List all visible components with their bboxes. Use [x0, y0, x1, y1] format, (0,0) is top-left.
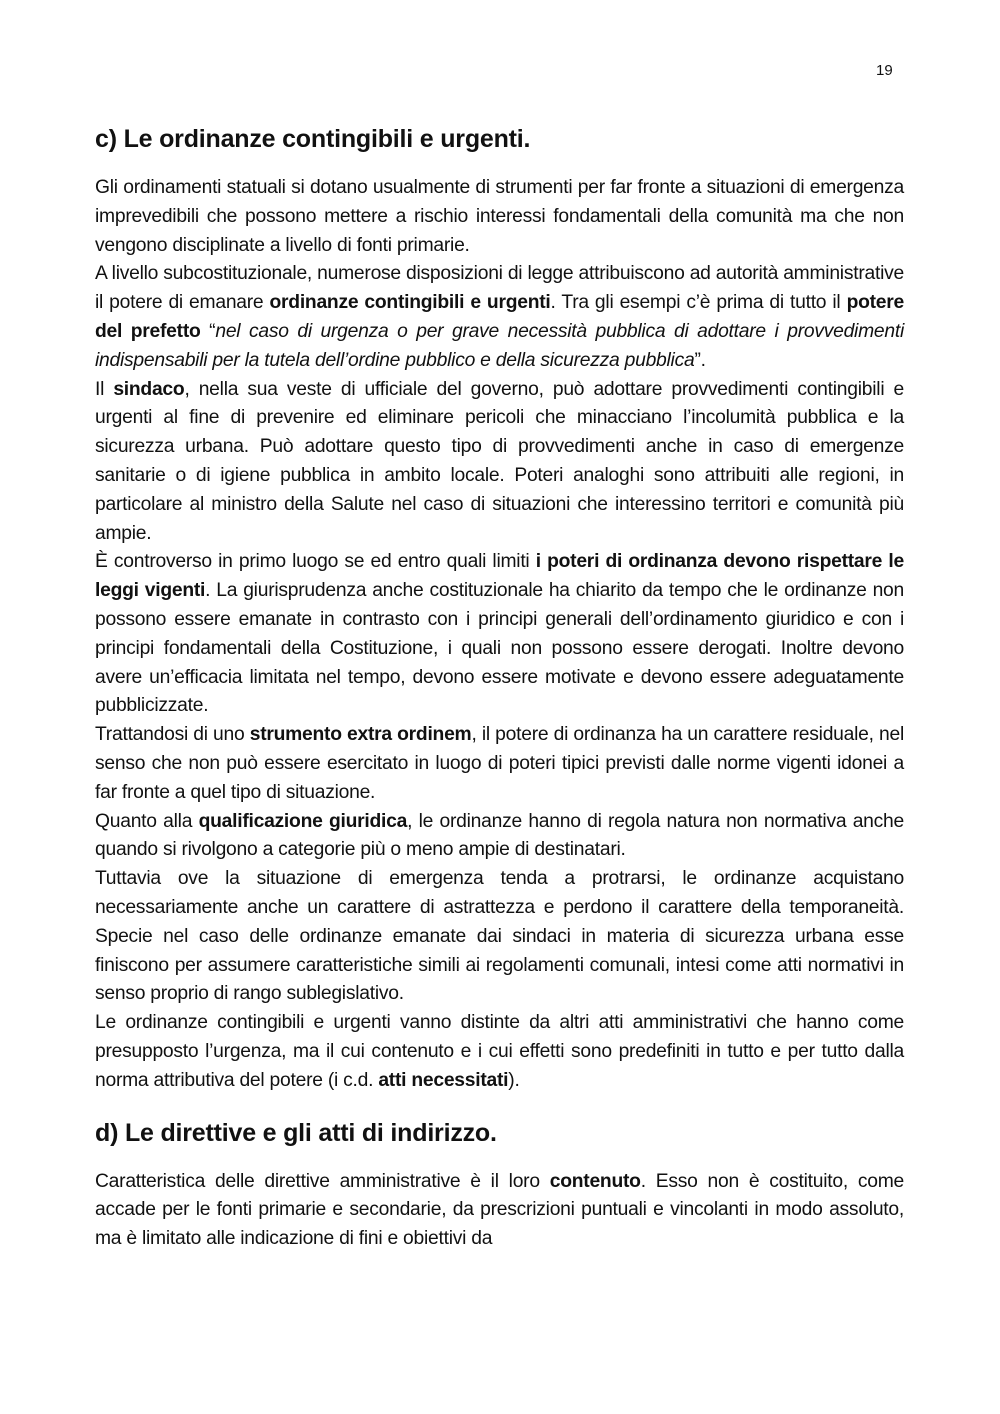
text-run: . Tra gli esempi c’è prima di tutto il — [550, 292, 847, 314]
text-run: , il potere di ordinanza ha un carattere residuale, nel senso che non può essere esercitato in luogo di poteri tipici previsti dalle norme vigenti idonei a far fronte a quel tipo di situazione. — [95, 724, 904, 803]
text-run: , le ordinanze hanno di regola natura non normativa anche quando si rivolgono a categorie più o meno ampie di destinatari. — [95, 810, 904, 861]
section-title-direttive: d) Le direttive e gli atti di indirizzo. — [95, 1118, 497, 1147]
text-run: . La giurisprudenza anche costituzionale ha chiarito da tempo che le ordinanze non possono essere emanate in contrasto con i principi generali dell’ordinamento giuridico e con i principi fondamentali della Costituzione, i quali non possono essere derogati. Inoltre devono avere un’efficacia limitata nel tempo, devono essere motivate e devono essere adeguatamente pubblicizzate. — [95, 580, 904, 717]
section-body-direttive — [95, 1168, 904, 1254]
paragraph — [95, 548, 904, 721]
section-body-ordinanze — [95, 174, 904, 1096]
text-run: ). — [508, 1069, 520, 1091]
text-run: A livello subcostituzionale, numerose disposizioni di legge attribuiscono ad autorità amministrative il potere di emanare — [95, 263, 904, 314]
text-run: Il — [95, 378, 114, 400]
page-number: 19 — [876, 62, 893, 79]
bold-text: potere del prefetto — [95, 292, 904, 342]
text-run: Caratteristica delle direttive amministrative è il loro — [95, 1170, 550, 1192]
bold-text: ordinanze contingibili e urgenti — [269, 292, 551, 314]
text-run: Quanto alla — [95, 810, 199, 832]
document-body — [95, 118, 904, 1254]
text-run: “ — [200, 320, 216, 342]
text-run: È controverso in primo luogo se ed entro quali limiti — [95, 551, 536, 573]
text-run: , nella sua veste di ufficiale del governo, può adottare provvedimenti contingibili e urgenti al fine di prevenire ed eliminare pericoli che minacciano l’incolumità pubblica e la sicurezza urbana. Può adottare questo tipo di provvedimenti anche in caso di emergenze sanitarie o di igiene pubblica in ambito locale. Poteri analoghi sono attribuiti alle regioni, in particolare al ministro della Salute nel caso di situazioni che interessino territori e comunità più ampie. — [95, 378, 904, 544]
paragraph — [95, 1009, 904, 1095]
text-run: ”. — [694, 349, 706, 371]
paragraph — [95, 865, 904, 1009]
section-title-ordinanze: c) Le ordinanze contingibili e urgenti. — [95, 125, 531, 153]
bold-text: qualificazione giuridica — [198, 810, 408, 832]
text-run: . Esso non è costituito, come accade per le fonti primarie e secondarie, da prescrizioni puntuali e vincolanti in modo assoluto, ma è limitato alle indicazione di fini e obiettivi da — [95, 1170, 904, 1250]
paragraph — [95, 376, 904, 549]
text-run: Tuttavia ove la situazione di emergenza tenda a protrarsi, le ordinanze acquistano necessariamente anche un carattere di astrattezza e perdono il carattere della temporaneità. Specie nel caso delle ordinanze emanate dai sindaci in materia di sicurezza urbana esse finiscono per assumere caratteristiche simili ai regolamenti comunali, intesi come atti normativi in senso proprio di rango sublegislativo. — [95, 868, 904, 1005]
bold-text: contenuto — [549, 1170, 641, 1192]
text-run: Gli ordinamenti statuali si dotano usualmente di strumenti per far fronte a situazioni di emergenza imprevedibili che possono mettere a rischio interessi fondamentali della comunità ma che non vengono disciplinate a livello di fonti primarie. — [95, 177, 904, 256]
paragraph — [95, 808, 904, 866]
bold-text: i poteri di ordinanza devono rispettare le leggi vigenti — [95, 551, 904, 602]
paragraph — [95, 174, 904, 260]
paragraph — [95, 721, 904, 807]
paragraph — [95, 1168, 904, 1254]
italic-text: nel caso di urgenza o per grave necessità pubblica di adottare i provvedimenti indispensabili per la tutela dell’ordine pubblico e della sicurezza pubblica — [95, 320, 904, 371]
text-run: Trattandosi di uno — [95, 724, 250, 746]
bold-text: strumento extra ordinem — [249, 724, 472, 746]
text-run: Le ordinanze contingibili e urgenti vanno distinte da altri atti amministrativi che hanno come presupposto l’urgenza, ma il cui contenuto e i cui effetti sono predefiniti in tutto e per tutto dalla norma attributiva del potere (i c.d. — [95, 1012, 904, 1091]
paragraph — [95, 260, 904, 375]
bold-text: sindaco — [113, 378, 185, 400]
bold-text: atti necessitati — [378, 1069, 509, 1091]
